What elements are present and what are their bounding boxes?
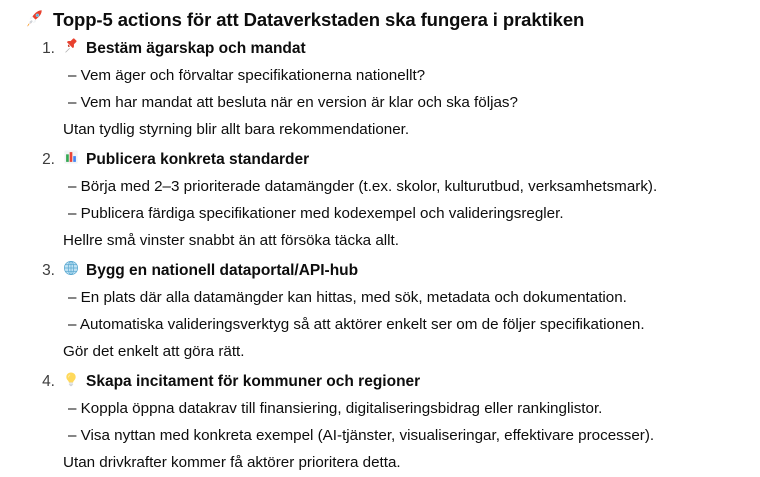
page-title-text: Topp-5 actions för att Dataverkstaden ska fungera i praktiken <box>53 9 585 30</box>
list-item-heading <box>25 32 760 62</box>
summary-line: Hellre små vinster snabbt än att försöka täcka allt. <box>63 232 399 249</box>
actions-list <box>0 32 760 476</box>
summary-line: Utan drivkrafter kommer få aktörer prioritera detta. <box>63 454 401 471</box>
list-item-title: Publicera konkreta standarder <box>86 151 310 168</box>
list-item-heading <box>25 254 760 284</box>
list-item-title: Skapa incitament för kommuner och regioner <box>86 373 421 390</box>
list-item-body <box>25 62 760 143</box>
list-item-number: 2. <box>42 151 55 168</box>
list-item <box>0 365 760 476</box>
page-title <box>0 0 760 32</box>
rocket-icon <box>25 8 45 28</box>
bar-chart-icon <box>63 149 84 165</box>
list-item-title: Bestäm ägarskap och mandat <box>86 40 306 57</box>
globe-icon <box>63 260 84 276</box>
detail-line: – En plats där alla datamängder kan hittas, med sök, metadata och dokumentation. <box>68 289 627 306</box>
detail-line: – Vem äger och förvaltar specifikationerna nationellt? <box>68 67 426 84</box>
detail-line: – Automatiska valideringsverktyg så att aktörer enkelt ser om de följer specifikationen. <box>68 316 645 333</box>
list-item-number: 4. <box>42 373 55 390</box>
list-item-title: Bygg en nationell dataportal/API-hub <box>86 262 359 279</box>
list-item-heading <box>25 143 760 173</box>
detail-line: – Vem har mandat att besluta när en version är klar och ska följas? <box>68 94 518 111</box>
lightbulb-icon <box>63 371 84 387</box>
list-item-body <box>25 173 760 254</box>
list-item-number: 1. <box>42 40 55 57</box>
list-item-body <box>25 395 760 476</box>
list-item <box>0 254 760 365</box>
detail-line: – Börja med 2–3 prioriterade datamängder (t.ex. skolor, kulturutbud, verksamhetsmark). <box>68 178 658 195</box>
pushpin-icon <box>63 37 84 54</box>
detail-line: – Publicera färdiga specifikationer med kodexempel och valideringsregler. <box>68 205 564 222</box>
summary-line: Utan tydlig styrning blir allt bara rekommendationer. <box>63 121 410 138</box>
list-item-body <box>25 284 760 365</box>
list-item <box>0 143 760 254</box>
summary-line: Gör det enkelt att göra rätt. <box>63 343 245 360</box>
detail-line: – Koppla öppna datakrav till finansiering, digitaliseringsbidrag eller rankinglistor. <box>68 400 603 417</box>
list-item <box>0 32 760 143</box>
list-item-heading <box>25 365 760 395</box>
list-item-number: 3. <box>42 262 55 279</box>
detail-line: – Visa nyttan med konkreta exempel (AI-tjänster, visualiseringar, effektivare processer). <box>68 427 655 444</box>
